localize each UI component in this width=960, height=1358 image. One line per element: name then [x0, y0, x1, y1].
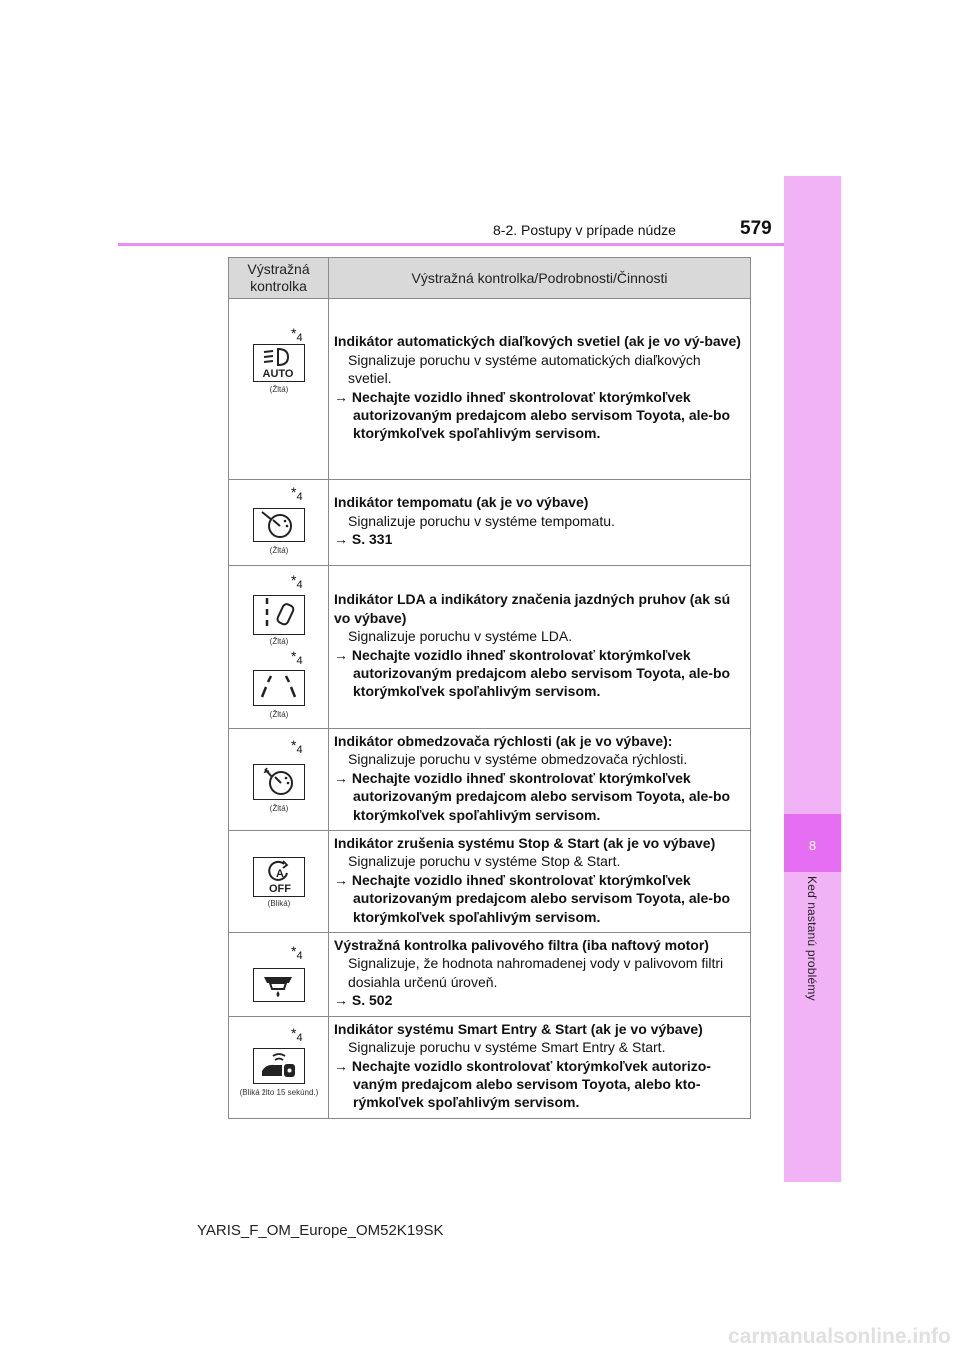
- indicator-title: Indikátor LDA a indikátory značenia jazdných pruhov (ak sú vo výbave): [334, 591, 731, 626]
- icon-caption: (Žltá): [269, 546, 289, 555]
- details-cell: [329, 480, 751, 566]
- icon-cell: [229, 729, 329, 831]
- footnote-marker: $*_4$: [291, 943, 303, 963]
- icon-caption: (Žltá): [269, 710, 289, 719]
- header-rule: [118, 243, 784, 246]
- indicator-action: → Nechajte vozidlo ihneď skontrolovať ktorýmkoľvek autorizovaným predajcom alebo servisom Toyota, ale-bo ktorýmkoľvek spoľahlivým servisom.: [334, 769, 731, 823]
- table-row: [229, 831, 751, 933]
- stop-start-off-icon: [253, 857, 305, 897]
- chapter-title: Keď nastanú problémy: [805, 876, 819, 1001]
- details-cell: [329, 1016, 751, 1118]
- indicator-action: → S. 331: [334, 531, 393, 548]
- lane-markings-icon: [253, 670, 305, 706]
- speed-limiter-icon: [253, 764, 305, 800]
- indicator-title: Indikátor obmedzovača rýchlosti (ak je vo výbave):: [334, 733, 673, 749]
- footnote-marker: $*_4$: [291, 325, 303, 344]
- svg-text:AUTO: AUTO: [262, 368, 294, 380]
- icon-cell: [229, 831, 329, 933]
- indicator-detail: Signalizuje poruchu v systéme obmedzovača rýchlosti.: [348, 751, 688, 768]
- footnote-marker: $*_4$: [291, 1024, 303, 1044]
- icon-caption: (Bliká): [267, 899, 291, 909]
- smart-entry-icon: [253, 1048, 305, 1084]
- icon-caption: (Žltá): [269, 637, 289, 646]
- fuel-filter-icon: [253, 968, 305, 1002]
- chapter-tab[interactable]: [784, 814, 841, 872]
- details-cell: [329, 831, 751, 933]
- details-cell: [329, 566, 751, 729]
- icon-cell: [229, 933, 329, 1017]
- indicator-detail: Signalizuje poruchu v systéme LDA.: [348, 628, 573, 645]
- indicator-action: → S. 502: [334, 992, 393, 1009]
- watermark[interactable]: carmanualsonline.info: [728, 1325, 951, 1348]
- footnote-marker: $*_4$: [291, 484, 303, 503]
- indicator-detail: Signalizuje poruchu v systéme automatických diaľkových svetiel.: [348, 351, 701, 387]
- indicator-title: Indikátor systému Smart Entry & Start (ak je vo výbave): [334, 1020, 703, 1037]
- indicator-detail: Signalizuje poruchu v systéme tempomatu.: [348, 512, 615, 529]
- col-header-light: Výstražná kontrolka: [229, 258, 329, 299]
- svg-text:OFF: OFF: [269, 883, 291, 896]
- details-cell: [329, 933, 751, 1017]
- icon-cell: [229, 1016, 329, 1118]
- auto-high-beam-icon: [253, 344, 305, 382]
- indicator-action: → Nechajte vozidlo skontrolovať ktorýmkoľvek autorizo-vaným predajcom alebo servisom Toyota, alebo kto-rýmkoľvek spoľahlivým servisom.: [334, 1057, 711, 1111]
- details-cell: [329, 729, 751, 831]
- icon-cell: [229, 566, 329, 729]
- indicator-action: → Nechajte vozidlo ihneď skontrolovať ktorýmkoľvek autorizovaným predajcom alebo servisom Toyota, ale-bo ktorýmkoľvek spoľahlivým servisom.: [334, 871, 731, 925]
- icon-caption: (Bliká žlto 15 sekúnd.): [239, 1087, 319, 1097]
- document-footer: YARIS_F_OM_Europe_OM52K19SK: [197, 1222, 444, 1239]
- indicator-detail: Signalizuje poruchu v systéme Smart Entry & Start.: [348, 1039, 666, 1056]
- indicator-detail: Signalizuje poruchu v systéme Stop & Start.: [348, 853, 621, 870]
- indicator-title: Indikátor automatických diaľkových svetiel (ak je vo vý-bave): [334, 333, 741, 350]
- footnote-marker: $*_4$: [291, 572, 303, 591]
- svg-text:A: A: [276, 868, 284, 881]
- cruise-control-icon: [253, 508, 305, 542]
- icon-cell: [229, 480, 329, 566]
- lane-departure-icon: [253, 595, 305, 635]
- indicator-title: Výstražná kontrolka palivového filtra (iba naftový motor): [334, 937, 709, 954]
- table-row: [229, 480, 751, 566]
- icon-caption: (Žltá): [269, 804, 289, 813]
- footnote-marker: $*_4$: [291, 648, 303, 667]
- footnote-marker: $*_4$: [291, 737, 303, 756]
- indicator-action: → Nechajte vozidlo ihneď skontrolovať ktorýmkoľvek autorizovaným predajcom alebo servisom Toyota, ale-bo ktorýmkoľvek spoľahlivým servisom.: [334, 646, 731, 700]
- table-header-row: [229, 258, 751, 299]
- icon-caption: (Žltá): [269, 385, 289, 394]
- chapter-number: 8: [808, 838, 817, 853]
- page-number: 579: [740, 218, 772, 239]
- table-row: [229, 299, 751, 480]
- indicator-title: Indikátor zrušenia systému Stop & Start (ak je vo výbave): [334, 835, 716, 852]
- col-header-details: Výstražná kontrolka/Podrobnosti/Činnosti: [329, 258, 751, 299]
- icon-cell: [229, 299, 329, 480]
- table-row: [229, 1016, 751, 1118]
- table-row: [229, 566, 751, 729]
- table-row: [229, 933, 751, 1017]
- chapter-sidebar: [784, 176, 841, 1182]
- table-row: [229, 729, 751, 831]
- warning-table: [228, 257, 751, 1119]
- details-cell: [329, 299, 751, 480]
- section-title: 8-2. Postupy v prípade núdze: [493, 222, 676, 238]
- indicator-title: Indikátor tempomatu (ak je vo výbave): [334, 494, 589, 511]
- indicator-detail: Signalizuje, že hodnota nahromadenej vody v palivovom filtri dosiahla určenú úroveň.: [348, 955, 724, 990]
- indicator-action: → Nechajte vozidlo ihneď skontrolovať ktorýmkoľvek autorizovaným predajcom alebo servisom Toyota, ale-bo ktorýmkoľvek spoľahlivým servisom.: [334, 388, 731, 442]
